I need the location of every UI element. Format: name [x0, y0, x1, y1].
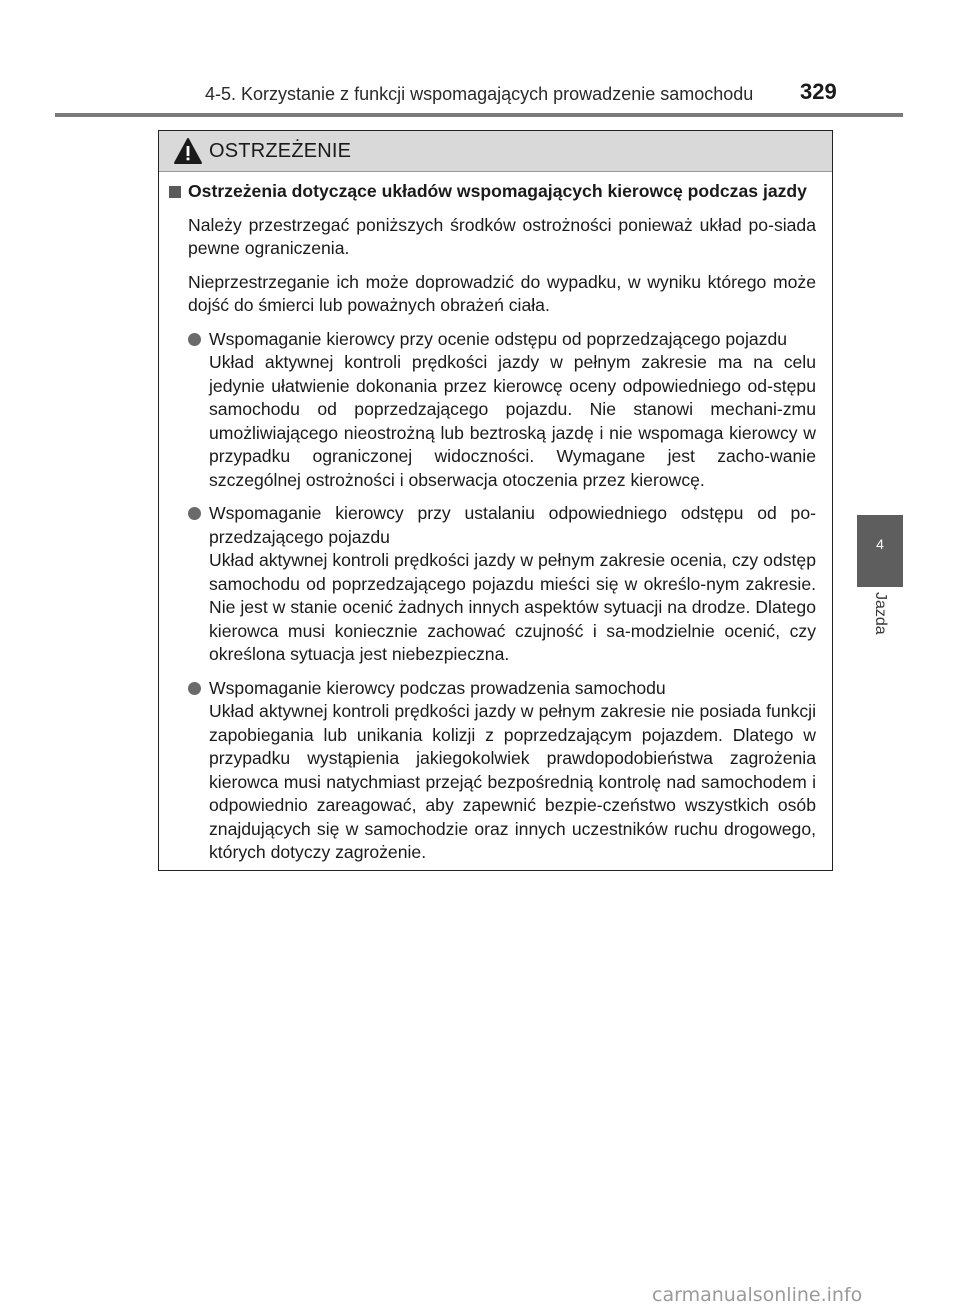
warning-triangle-icon — [173, 137, 203, 165]
section-title-text: Ostrzeżenia dotyczące układów wspomagających kierowcę podczas jazdy — [188, 181, 807, 201]
chapter-tab[interactable] — [857, 515, 903, 587]
chapter-number: 4 — [876, 536, 884, 552]
warning-paragraph: Nieprzestrzeganie ich może doprowadzić do wypadku, w wyniku którego może dojść do śmierci lub poważnych obrażeń ciała. — [188, 271, 816, 315]
bullet-icon — [188, 507, 201, 520]
warning-header — [159, 131, 832, 172]
warning-title: OSTRZEŻENIE — [209, 139, 352, 162]
section-title — [169, 180, 816, 204]
bullet-icon — [188, 682, 201, 695]
list-item — [169, 502, 816, 667]
page-number: 329 — [800, 79, 837, 104]
list-item-heading: Wspomaganie kierowcy przy ocenie odstępu od poprzedzającego pojazdu — [209, 328, 788, 349]
list-item — [169, 677, 816, 865]
watermark-link[interactable]: carmanualsonline.info — [652, 1284, 863, 1306]
list-item-heading: Wspomaganie kierowcy podczas prowadzenia samochodu — [209, 677, 666, 698]
list-item-text: Układ aktywnej kontroli prędkości jazdy w pełnym zakresie ocenia, czy odstęp samochodu od poprzedzającego pojazdu mieści się w określo-nym zakresie. Nie jest w stanie ocenić żadnych innych aspektów sytuacji na drodze. Dlatego kierowca musi koniecznie zachować czujność i sa-modzielnie ocenić, czy określona sytuacja jest niebezpieczna. — [209, 550, 816, 664]
warning-body — [159, 172, 832, 865]
warning-paragraph: Należy przestrzegać poniższych środków ostrożności ponieważ układ po-siada pewne ograniczenia. — [188, 214, 816, 258]
header-divider — [55, 113, 903, 117]
page-header-title: 4-5. Korzystanie z funkcji wspomagających prowadzenie samochodu — [205, 84, 754, 104]
list-item-text: Układ aktywnej kontroli prędkości jazdy w pełnym zakresie nie posiada funkcji zapobiegania lub unikania kolizji z poprzedzającym pojazdem. Dlatego w przypadku wystąpienia jakiegokolwiek prawdopodobieństwa zagrożenia kierowca musi natychmiast przejąć bezpośrednią kontrolę nad samochodem i odpowiednio zareagować, aby zapewnić bezpie-czeństwo wszystkich osób znajdujących się w samochodzie oraz innych uczestników ruchu drogowego, których dotyczy zagrożenie. — [209, 701, 816, 862]
list-item — [169, 328, 816, 493]
list-item-text: Układ aktywnej kontroli prędkości jazdy w pełnym zakresie ma na celu jedynie ułatwienie dokonania przez kierowcę oceny odpowiedniego od-stępu samochodu od poprzedzającego pojazdu. Nie stanowi mechani-zmu umożliwiającego nieostrożną lub beztroską jazdę i nie wspomaga kierowcy w przypadku ograniczonej widoczności. Wymagane jest zacho-wanie szczególnej ostrożności i obserwacja otoczenia przez kierowcę. — [209, 352, 816, 490]
square-bullet-icon — [169, 186, 181, 198]
chapter-label: Jazda — [872, 592, 889, 635]
list-item-heading: Wspomaganie kierowcy przy ustalaniu odpowiedniego odstępu od po-przedzającego pojazdu — [209, 503, 816, 547]
warning-box — [158, 130, 833, 871]
bullet-icon — [188, 333, 201, 346]
